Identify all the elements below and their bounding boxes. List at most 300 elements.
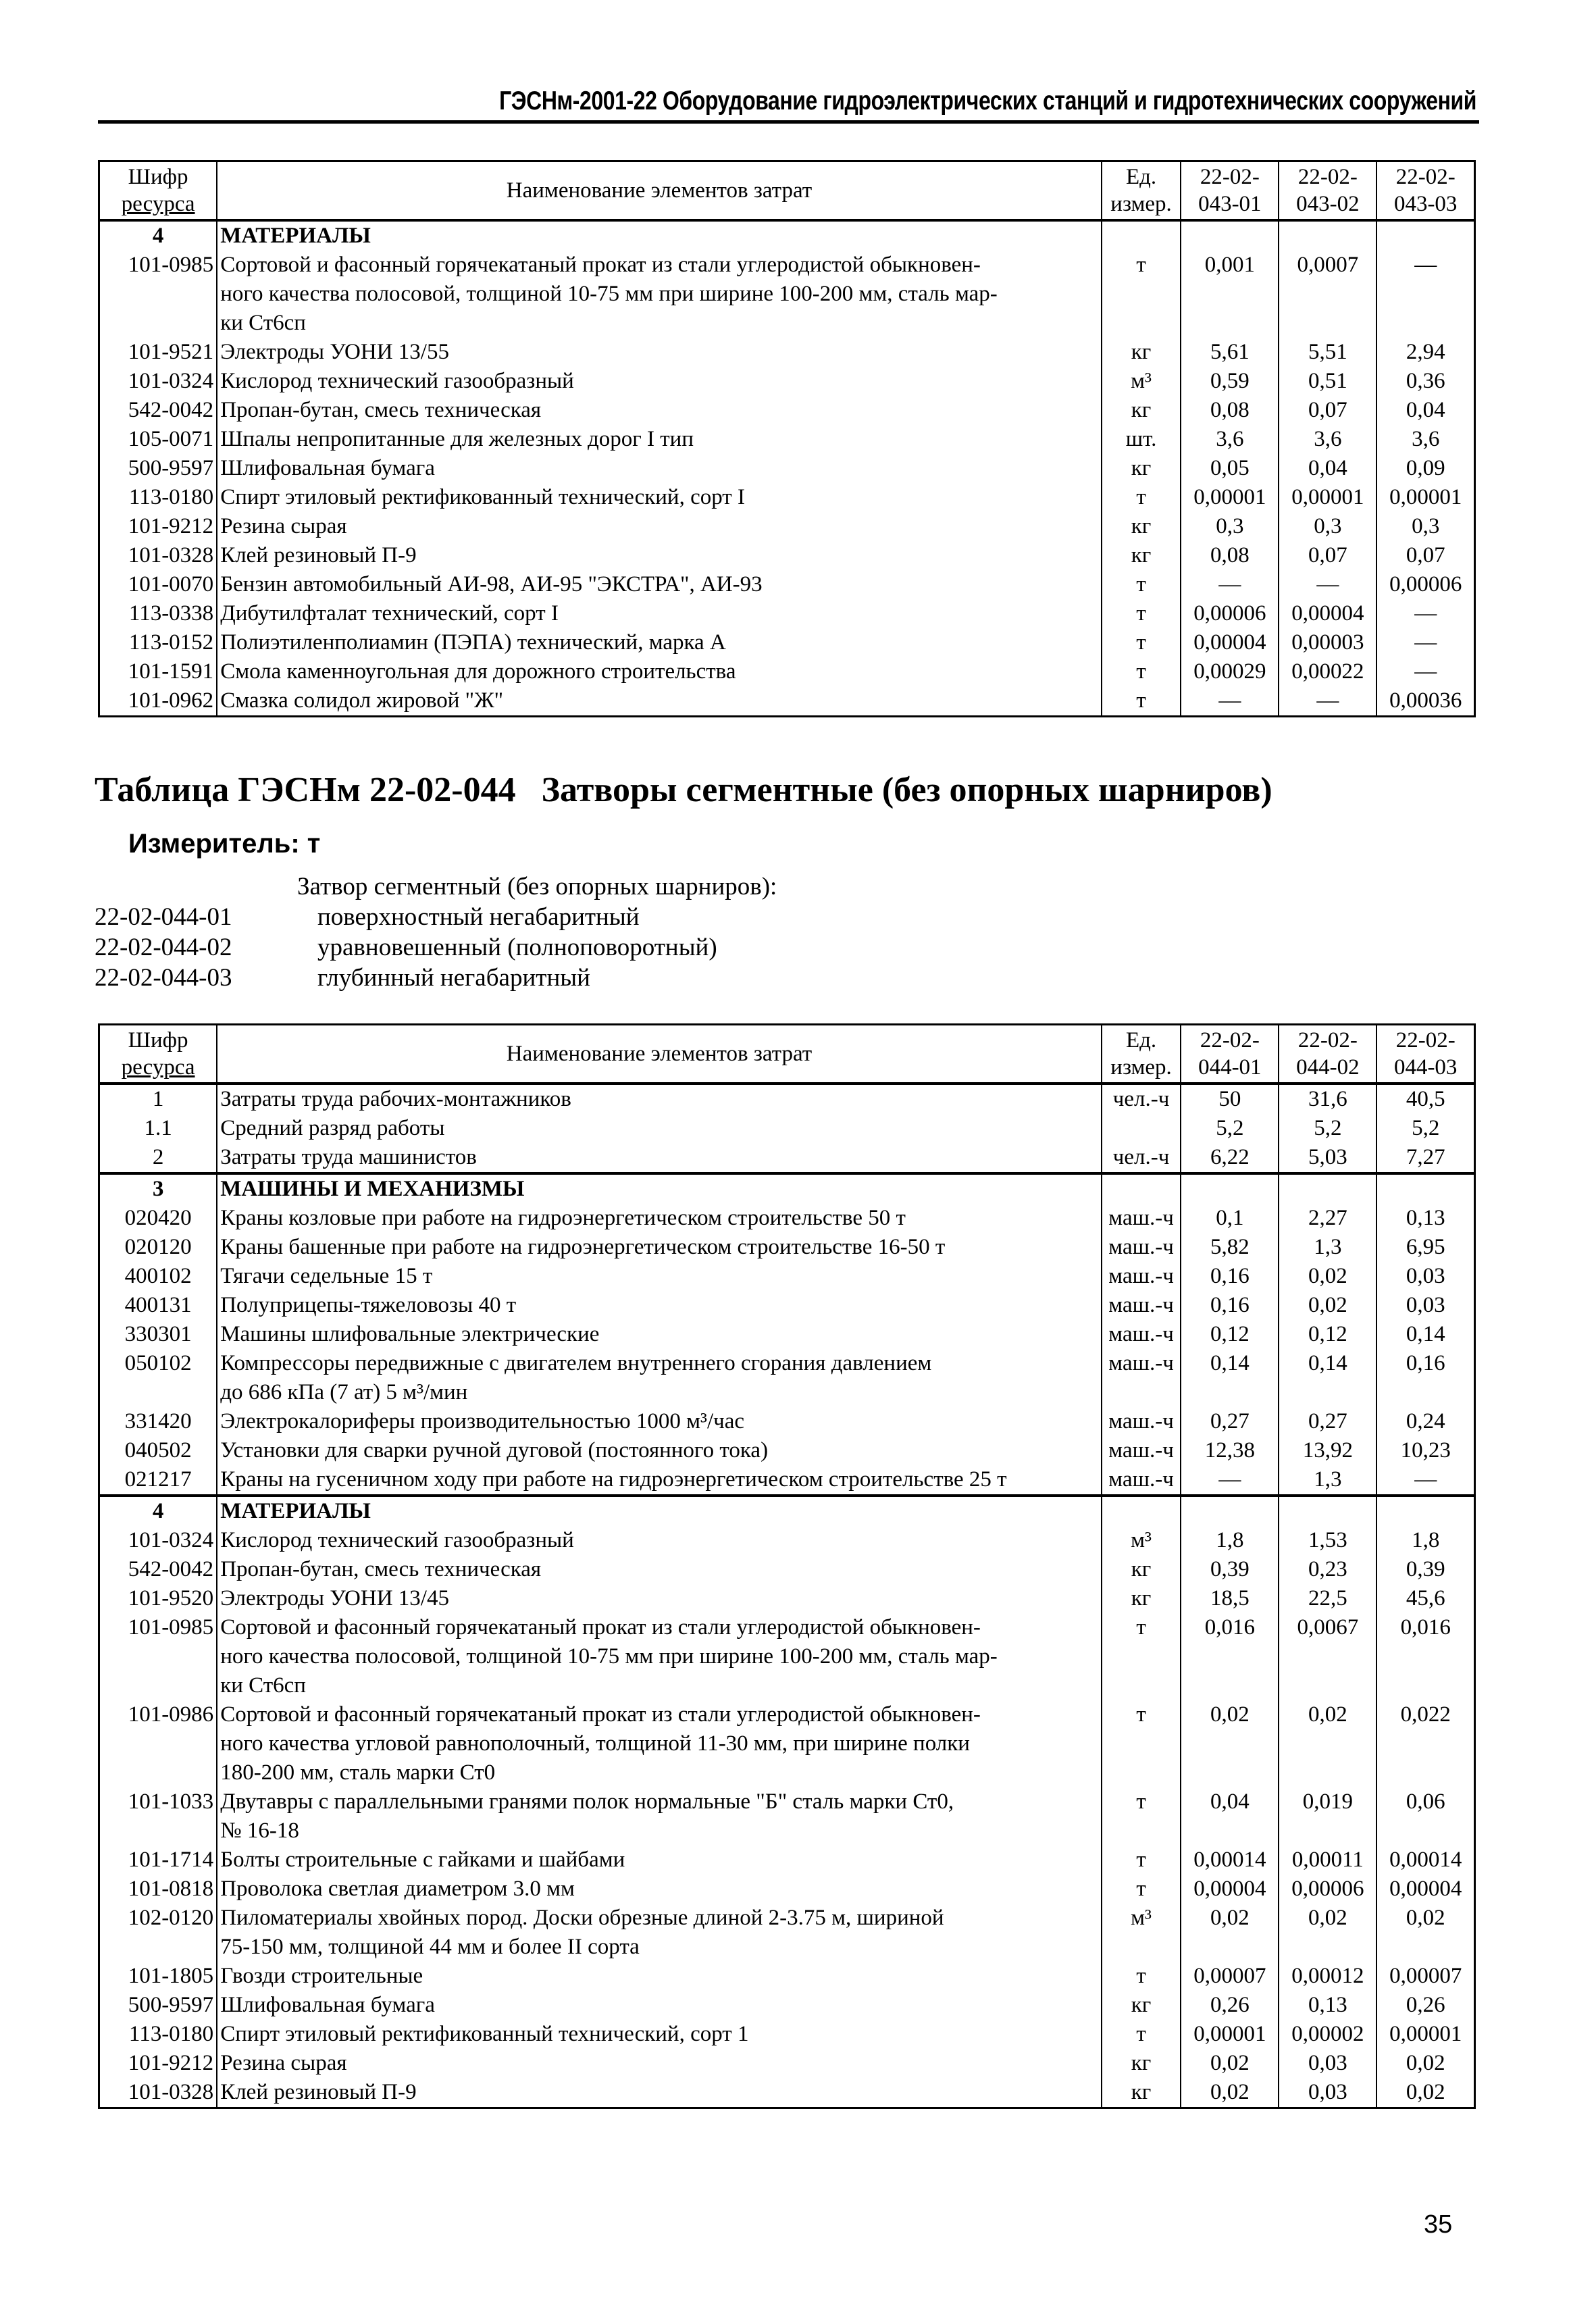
- unit: маш.-ч: [1102, 1349, 1181, 1407]
- value-variant-2: 0,019: [1279, 1787, 1376, 1846]
- value-variant-1: 0,00007: [1181, 1962, 1279, 1991]
- header-unit-line: Ед.: [1125, 1028, 1157, 1052]
- value-variant-1: 18,5: [1181, 1584, 1279, 1613]
- resource-code: 2: [99, 1143, 217, 1173]
- unit: т: [1102, 599, 1181, 628]
- resource-name: Затраты труда рабочих-монтажников: [217, 1084, 1102, 1114]
- resource-code: 113-0152: [99, 628, 217, 657]
- value-variant-2: 0,00011: [1279, 1846, 1376, 1875]
- resource-name: Полиэтиленполиамин (ПЭПА) технический, марка А: [217, 628, 1102, 657]
- header-variant-line: 22-02-: [1200, 165, 1260, 189]
- value-variant-1: 0,16: [1181, 1262, 1279, 1291]
- table-row: [99, 628, 1475, 657]
- value-variant-3: —: [1376, 628, 1474, 657]
- value-variant-3: 0,04: [1376, 396, 1474, 425]
- value-variant-1: 0,12: [1181, 1320, 1279, 1349]
- variant-item: [95, 932, 777, 963]
- value-variant-3: 0,02: [1376, 1904, 1474, 1962]
- unit: кг: [1102, 1584, 1181, 1613]
- value-variant-1: 0,39: [1181, 1555, 1279, 1584]
- header-variant-line: 22-02-: [1297, 1028, 1358, 1052]
- variant-code: 22-02-044-02: [95, 934, 232, 961]
- value-variant-3: [1376, 1173, 1474, 1204]
- resource-code: 101-0986: [99, 1700, 217, 1787]
- resource-code: 3: [99, 1173, 217, 1204]
- header-variant-2: [1279, 161, 1376, 221]
- value-variant-1: 0,04: [1181, 1787, 1279, 1846]
- table-row: [99, 1291, 1475, 1320]
- table-row: [99, 1991, 1475, 2020]
- resource-code: 330301: [99, 1320, 217, 1349]
- table-row: [99, 599, 1475, 628]
- resource-code: 101-1714: [99, 1846, 217, 1875]
- resource-name: Кислород технический газообразный: [217, 367, 1102, 396]
- resource-code: 101-0985: [99, 251, 217, 338]
- value-variant-1: [1181, 1173, 1279, 1204]
- unit: маш.-ч: [1102, 1407, 1181, 1436]
- value-variant-2: 0,14: [1279, 1349, 1376, 1407]
- table-row: [99, 1962, 1475, 1991]
- resource-name: Средний разряд работы: [217, 1114, 1102, 1143]
- section-row: [99, 220, 1475, 251]
- value-variant-1: 0,26: [1181, 1991, 1279, 2020]
- resource-code: 113-0180: [99, 483, 217, 512]
- value-variant-2: 0,02: [1279, 1904, 1376, 1962]
- value-variant-3: 0,00001: [1376, 483, 1474, 512]
- value-variant-2: 0,12: [1279, 1320, 1376, 1349]
- value-variant-3: 0,02: [1376, 2049, 1474, 2078]
- table-row: [99, 1320, 1475, 1349]
- table-row: [99, 1555, 1475, 1584]
- value-variant-3: 0,02: [1376, 2078, 1474, 2108]
- variant-item: [95, 963, 777, 993]
- unit: м³: [1102, 1526, 1181, 1555]
- resource-name: [217, 1904, 1102, 1962]
- resource-code: 542-0042: [99, 396, 217, 425]
- resource-code: 101-9212: [99, 512, 217, 541]
- value-variant-2: 0,00001: [1279, 483, 1376, 512]
- value-variant-2: 5,03: [1279, 1143, 1376, 1173]
- value-variant-3: 0,39: [1376, 1555, 1474, 1584]
- resource-name: МАТЕРИАЛЫ: [217, 220, 1102, 251]
- value-variant-3: 0,36: [1376, 367, 1474, 396]
- unit: кг: [1102, 1555, 1181, 1584]
- unit: т: [1102, 1787, 1181, 1846]
- resource-name-line: ки Ст6сп: [220, 311, 306, 335]
- value-variant-1: 6,22: [1181, 1143, 1279, 1173]
- value-variant-1: [1181, 1496, 1279, 1526]
- resource-name: [217, 1349, 1102, 1407]
- resource-code: 101-0962: [99, 686, 217, 717]
- table-row: [99, 1846, 1475, 1875]
- value-variant-1: 0,59: [1181, 367, 1279, 396]
- value-variant-3: 0,00006: [1376, 570, 1474, 599]
- table-row: [99, 686, 1475, 717]
- header-unit-line: измер.: [1110, 1055, 1172, 1079]
- unit: т: [1102, 251, 1181, 338]
- resource-code: 101-0328: [99, 541, 217, 570]
- resource-name-line: ки Ст6сп: [220, 1673, 306, 1698]
- table-name: Затворы сегментные (без опорных шарниров): [541, 771, 1272, 809]
- value-variant-1: 0,00004: [1181, 1875, 1279, 1904]
- resource-name: Пропан-бутан, смесь техническая: [217, 1555, 1102, 1584]
- value-variant-2: 0,03: [1279, 2049, 1376, 2078]
- table-row: [99, 1526, 1475, 1555]
- value-variant-2: 31,6: [1279, 1084, 1376, 1114]
- value-variant-1: 5,82: [1181, 1233, 1279, 1262]
- value-variant-3: 0,09: [1376, 454, 1474, 483]
- resource-name: Краны на гусеничном ходу при работе на гидроэнергетическом строительстве 25 т: [217, 1465, 1102, 1496]
- table-row: [99, 512, 1475, 541]
- table-row: [99, 1584, 1475, 1613]
- table-row: [99, 1233, 1475, 1262]
- value-variant-3: —: [1376, 599, 1474, 628]
- value-variant-1: 3,6: [1181, 425, 1279, 454]
- value-variant-2: 5,51: [1279, 338, 1376, 367]
- header-variant-1: [1181, 1025, 1279, 1084]
- value-variant-2: 0,00003: [1279, 628, 1376, 657]
- header-unit-line: измер.: [1110, 192, 1172, 216]
- value-variant-3: 5,2: [1376, 1114, 1474, 1143]
- resource-code: 101-0070: [99, 570, 217, 599]
- table-row: [99, 1436, 1475, 1465]
- value-variant-3: 0,26: [1376, 1991, 1474, 2020]
- header-rule: [98, 120, 1479, 124]
- resource-name-line: до 686 кПа (7 ат) 5 м³/мин: [220, 1380, 468, 1404]
- resource-name-line: 75-150 мм, толщиной 44 мм и более II сорта: [220, 1935, 640, 1959]
- value-variant-3: —: [1376, 251, 1474, 338]
- value-variant-2: 0,51: [1279, 367, 1376, 396]
- resource-name: Клей резиновый П-9: [217, 541, 1102, 570]
- value-variant-3: 6,95: [1376, 1233, 1474, 1262]
- resource-code: 1.1: [99, 1114, 217, 1143]
- resource-name-line: 180-200 мм, сталь марки Ст0: [220, 1760, 496, 1785]
- unit: т: [1102, 570, 1181, 599]
- resource-name: Полуприцепы-тяжеловозы 40 т: [217, 1291, 1102, 1320]
- value-variant-1: 0,02: [1181, 1700, 1279, 1787]
- value-variant-2: 0,02: [1279, 1291, 1376, 1320]
- resource-name: [217, 1787, 1102, 1846]
- table-row: [99, 1407, 1475, 1436]
- resource-name: Гвозди строительные: [217, 1962, 1102, 1991]
- table-row: [99, 2078, 1475, 2108]
- value-variant-2: 0,02: [1279, 1262, 1376, 1291]
- resource-code: 050102: [99, 1349, 217, 1407]
- value-variant-2: [1279, 1173, 1376, 1204]
- header-name: Наименование элементов затрат: [217, 161, 1102, 221]
- unit: кг: [1102, 396, 1181, 425]
- resource-code: 500-9597: [99, 1991, 217, 2020]
- value-variant-3: 0,022: [1376, 1700, 1474, 1787]
- resource-code: 4: [99, 220, 217, 251]
- value-variant-2: 1,53: [1279, 1526, 1376, 1555]
- resource-name-line: № 16-18: [220, 1819, 299, 1843]
- table-title: [95, 770, 1272, 810]
- value-variant-1: 0,14: [1181, 1349, 1279, 1407]
- table-row: [99, 1613, 1475, 1700]
- resource-name: Электроды УОНИ 13/55: [217, 338, 1102, 367]
- table-row: [99, 425, 1475, 454]
- resource-code: 101-0324: [99, 1526, 217, 1555]
- value-variant-2: 13,92: [1279, 1436, 1376, 1465]
- value-variant-1: 0,00001: [1181, 483, 1279, 512]
- table-row: [99, 367, 1475, 396]
- value-variant-3: 2,94: [1376, 338, 1474, 367]
- header-name: Наименование элементов затрат: [217, 1025, 1102, 1084]
- resource-name: Шпалы непропитанные для железных дорог I тип: [217, 425, 1102, 454]
- resource-table-043: [98, 160, 1476, 717]
- unit: т: [1102, 1962, 1181, 1991]
- value-variant-2: 1,3: [1279, 1465, 1376, 1496]
- value-variant-1: 0,00014: [1181, 1846, 1279, 1875]
- table-row: [99, 1084, 1475, 1114]
- variant-name: глубинный негабаритный: [317, 964, 590, 992]
- unit: чел.-ч: [1102, 1084, 1181, 1114]
- variant-intro: Затвор сегментный (без опорных шарниров):: [297, 873, 777, 900]
- resource-name: Электрокалориферы производительностью 1000 м³/час: [217, 1407, 1102, 1436]
- value-variant-1: 0,27: [1181, 1407, 1279, 1436]
- table-row: [99, 1787, 1475, 1846]
- table-row: [99, 1904, 1475, 1962]
- value-variant-2: 1,3: [1279, 1233, 1376, 1262]
- resource-code: 101-0985: [99, 1613, 217, 1700]
- unit: [1102, 1173, 1181, 1204]
- unit: кг: [1102, 2078, 1181, 2108]
- value-variant-2: 0,00006: [1279, 1875, 1376, 1904]
- value-variant-1: 12,38: [1181, 1436, 1279, 1465]
- value-variant-2: 0,0067: [1279, 1613, 1376, 1700]
- value-variant-3: 0,13: [1376, 1204, 1474, 1233]
- resource-name: Электроды УОНИ 13/45: [217, 1584, 1102, 1613]
- table-row: [99, 570, 1475, 599]
- unit: т: [1102, 1700, 1181, 1787]
- resource-code: 400131: [99, 1291, 217, 1320]
- unit: [1102, 1496, 1181, 1526]
- table-row: [99, 1465, 1475, 1496]
- value-variant-3: 0,16: [1376, 1349, 1474, 1407]
- resource-name: Болты строительные с гайками и шайбами: [217, 1846, 1102, 1875]
- resource-code: 040502: [99, 1436, 217, 1465]
- resource-code: 400102: [99, 1262, 217, 1291]
- header-variant-line: 044-01: [1198, 1055, 1262, 1079]
- header-variant-line: 044-03: [1393, 1055, 1458, 1079]
- resource-name-line: Сортовой и фасонный горячекатаный прокат из стали углеродистой обыкновен-: [220, 1702, 981, 1727]
- value-variant-1: —: [1181, 570, 1279, 599]
- value-variant-3: 0,03: [1376, 1262, 1474, 1291]
- value-variant-3: 7,27: [1376, 1143, 1474, 1173]
- value-variant-2: 0,00022: [1279, 657, 1376, 686]
- resource-name: Спирт этиловый ректификованный технический, сорт 1: [217, 2020, 1102, 2049]
- value-variant-2: 0,3: [1279, 512, 1376, 541]
- value-variant-3: 0,00001: [1376, 2020, 1474, 2049]
- header-variant-2: [1279, 1025, 1376, 1084]
- resource-name: Тягачи седельные 15 т: [217, 1262, 1102, 1291]
- table-row: [99, 483, 1475, 512]
- resource-name: Резина сырая: [217, 2049, 1102, 2078]
- value-variant-2: 0,07: [1279, 396, 1376, 425]
- value-variant-1: 0,00006: [1181, 599, 1279, 628]
- resource-code: 500-9597: [99, 454, 217, 483]
- resource-code: 101-9212: [99, 2049, 217, 2078]
- resource-code: 331420: [99, 1407, 217, 1436]
- value-variant-2: 0,27: [1279, 1407, 1376, 1436]
- variant-name: уравновешенный (полноповоротный): [317, 934, 717, 961]
- table-number: Таблица ГЭСНм 22-02-044: [95, 771, 516, 809]
- value-variant-3: 45,6: [1376, 1584, 1474, 1613]
- table-row: [99, 657, 1475, 686]
- value-variant-1: 0,02: [1181, 1904, 1279, 1962]
- value-variant-3: [1376, 220, 1474, 251]
- value-variant-3: [1376, 1496, 1474, 1526]
- resource-code: 101-1033: [99, 1787, 217, 1846]
- unit: кг: [1102, 541, 1181, 570]
- value-variant-1: 0,00001: [1181, 2020, 1279, 2049]
- value-variant-2: [1279, 220, 1376, 251]
- header-variant-line: 22-02-: [1297, 165, 1358, 189]
- unit: чел.-ч: [1102, 1143, 1181, 1173]
- running-header: ГЭСНм-2001-22 Оборудование гидроэлектрических станций и гидротехнических сооружений: [499, 86, 1477, 116]
- header-code-line: Шифр: [128, 1028, 188, 1052]
- value-variant-1: [1181, 220, 1279, 251]
- table-row: [99, 541, 1475, 570]
- value-variant-3: 10,23: [1376, 1436, 1474, 1465]
- unit: маш.-ч: [1102, 1291, 1181, 1320]
- value-variant-1: —: [1181, 1465, 1279, 1496]
- value-variant-3: 0,3: [1376, 512, 1474, 541]
- resource-code: 021217: [99, 1465, 217, 1496]
- value-variant-3: 0,00007: [1376, 1962, 1474, 1991]
- table-row: [99, 396, 1475, 425]
- resource-name: Пропан-бутан, смесь техническая: [217, 396, 1102, 425]
- resource-code: 101-9521: [99, 338, 217, 367]
- table-row: [99, 251, 1475, 338]
- header-unit: [1102, 161, 1181, 221]
- value-variant-2: 3,6: [1279, 425, 1376, 454]
- resource-name-line: Компрессоры передвижные с двигателем внутреннего сгорания давлением: [220, 1351, 932, 1375]
- resource-name: Спирт этиловый ректификованный технический, сорт I: [217, 483, 1102, 512]
- value-variant-2: 22,5: [1279, 1584, 1376, 1613]
- unit: кг: [1102, 338, 1181, 367]
- resource-code: 542-0042: [99, 1555, 217, 1584]
- unit: т: [1102, 2020, 1181, 2049]
- unit: т: [1102, 483, 1181, 512]
- header-code: [99, 1025, 217, 1084]
- header-code-line: ресурса: [121, 1055, 195, 1079]
- table-row: [99, 1204, 1475, 1233]
- value-variant-2: 0,23: [1279, 1555, 1376, 1584]
- resource-name: [217, 1700, 1102, 1787]
- resource-name: [217, 1613, 1102, 1700]
- unit: маш.-ч: [1102, 1436, 1181, 1465]
- resource-name: [217, 251, 1102, 338]
- value-variant-2: 0,13: [1279, 1991, 1376, 2020]
- unit: кг: [1102, 1991, 1181, 2020]
- table-row: [99, 454, 1475, 483]
- value-variant-2: [1279, 1496, 1376, 1526]
- resource-table-044: [98, 1023, 1476, 2109]
- value-variant-2: 0,00012: [1279, 1962, 1376, 1991]
- value-variant-2: 0,02: [1279, 1700, 1376, 1787]
- table-row: [99, 2049, 1475, 2078]
- unit: маш.-ч: [1102, 1204, 1181, 1233]
- value-variant-1: 1,8: [1181, 1526, 1279, 1555]
- value-variant-2: 0,03: [1279, 2078, 1376, 2108]
- unit: [1102, 220, 1181, 251]
- unit: кг: [1102, 512, 1181, 541]
- variant-item: [95, 902, 777, 932]
- resource-name: Проволока светлая диаметром 3.0 мм: [217, 1875, 1102, 1904]
- resource-name: Затраты труда машинистов: [217, 1143, 1102, 1173]
- unit: т: [1102, 1875, 1181, 1904]
- value-variant-3: 0,07: [1376, 541, 1474, 570]
- resource-name: Кислород технический газообразный: [217, 1526, 1102, 1555]
- resource-name: Машины шлифовальные электрические: [217, 1320, 1102, 1349]
- variant-code: 22-02-044-01: [95, 903, 232, 931]
- header-unit: [1102, 1025, 1181, 1084]
- value-variant-2: 0,0007: [1279, 251, 1376, 338]
- value-variant-3: —: [1376, 657, 1474, 686]
- header-variant-3: [1376, 161, 1474, 221]
- header-code-line: Шифр: [128, 165, 188, 189]
- header-code: [99, 161, 217, 221]
- header-variant-line: 043-02: [1296, 192, 1360, 216]
- resource-name: Краны козловые при работе на гидроэнергетическом строительстве 50 т: [217, 1204, 1102, 1233]
- table-row: [99, 1114, 1475, 1143]
- header-variant-3: [1376, 1025, 1474, 1084]
- variant-name: поверхностный негабаритный: [317, 903, 640, 931]
- unit: шт.: [1102, 425, 1181, 454]
- section-row: [99, 1496, 1475, 1526]
- value-variant-3: 0,24: [1376, 1407, 1474, 1436]
- table-row: [99, 2020, 1475, 2049]
- value-variant-1: 0,05: [1181, 454, 1279, 483]
- value-variant-3: 0,00004: [1376, 1875, 1474, 1904]
- header-variant-line: 044-02: [1296, 1055, 1360, 1079]
- resource-code: 101-0324: [99, 367, 217, 396]
- value-variant-3: 0,14: [1376, 1320, 1474, 1349]
- resource-code: 113-0338: [99, 599, 217, 628]
- table-row: [99, 1349, 1475, 1407]
- resource-code: 4: [99, 1496, 217, 1526]
- table-row: [99, 1700, 1475, 1787]
- resource-name-line: ного качества полосовой, толщиной 10-75 мм при ширине 100-200 мм, сталь мар-: [220, 282, 998, 306]
- table-header-row: [99, 1025, 1475, 1084]
- value-variant-2: 0,04: [1279, 454, 1376, 483]
- value-variant-1: 5,61: [1181, 338, 1279, 367]
- value-variant-3: 0,06: [1376, 1787, 1474, 1846]
- resource-code: 101-9520: [99, 1584, 217, 1613]
- value-variant-3: 0,03: [1376, 1291, 1474, 1320]
- resource-name-line: Пиломатериалы хвойных пород. Доски обрезные длиной 2-3.75 м, шириной: [220, 1906, 944, 1930]
- unit: м³: [1102, 1904, 1181, 1962]
- value-variant-1: 50: [1181, 1084, 1279, 1114]
- variant-code: 22-02-044-03: [95, 964, 232, 992]
- value-variant-1: 5,2: [1181, 1114, 1279, 1143]
- value-variant-3: —: [1376, 1465, 1474, 1496]
- value-variant-1: 0,3: [1181, 512, 1279, 541]
- resource-code: 113-0180: [99, 2020, 217, 2049]
- value-variant-3: 0,00014: [1376, 1846, 1474, 1875]
- unit: маш.-ч: [1102, 1262, 1181, 1291]
- table-row: [99, 1143, 1475, 1173]
- unit: маш.-ч: [1102, 1465, 1181, 1496]
- unit: кг: [1102, 2049, 1181, 2078]
- resource-name: Клей резиновый П-9: [217, 2078, 1102, 2108]
- unit: т: [1102, 686, 1181, 717]
- value-variant-3: 3,6: [1376, 425, 1474, 454]
- resource-name: Смазка солидол жировой "Ж": [217, 686, 1102, 717]
- value-variant-2: —: [1279, 686, 1376, 717]
